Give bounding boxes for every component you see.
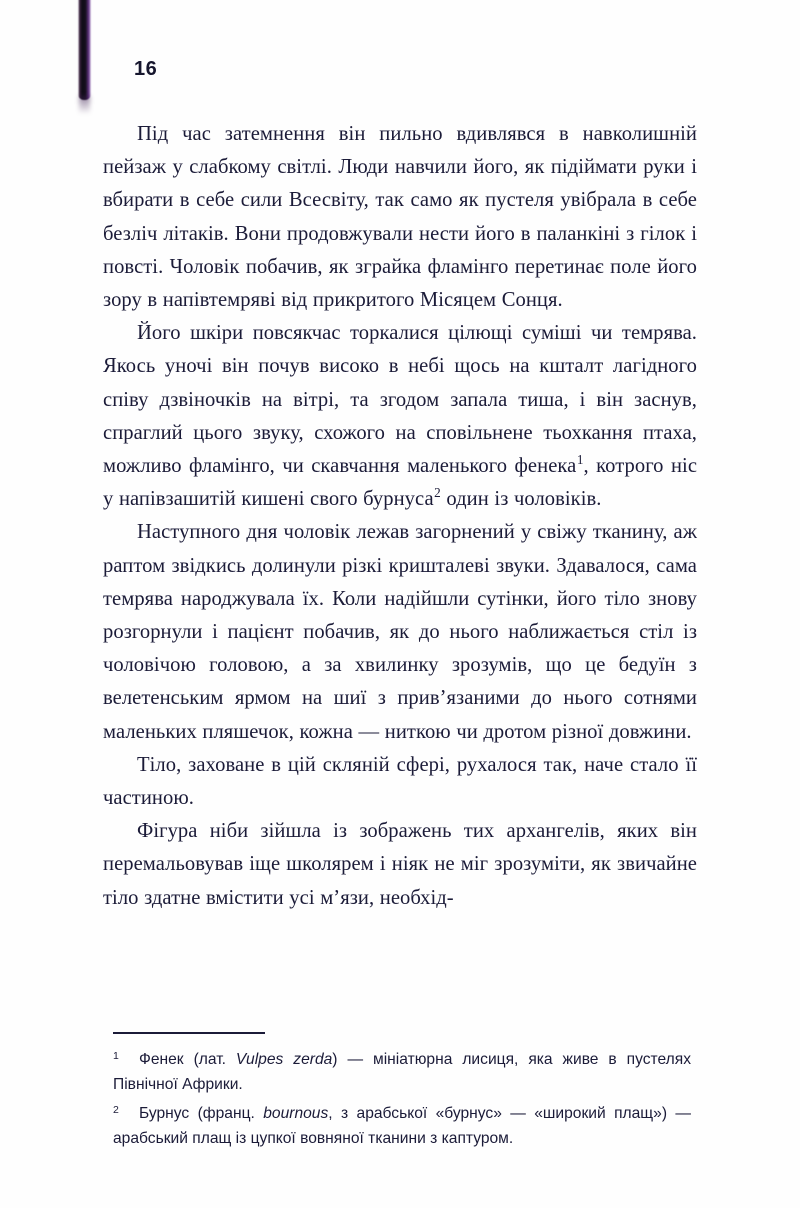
paragraph-3-text: Наступного дня чоловік лежав загорнений у свіжу тканину, аж раптом звідкись долинули різкі кришталеві звуки. Здавалося, сама темрява народжувала їх. Коли надійшли сутінки, його тіло знову розгорнули і пацієнт побачив, як до нього наближається стіл із чоловічою головою, а за хвилинку зрозумів, що це бедуїн з велетенським ярмом на шиї з прив’язаними до нього сотнями маленьких пляшечок, кожна — ниткою чи дротом різної довжини. (103, 521, 697, 743)
footnote-1-part-b: ) — мініатюрна лисиця, яка живе в пустелях Північної Африки. (113, 1051, 691, 1093)
footnote-marker-2[interactable]: 2 (434, 485, 441, 501)
paragraph-2 (103, 317, 697, 516)
footnote-item-2 (113, 1098, 691, 1151)
paragraph-1-text: Під час затемнення він пильно вдивлявся в навколишній пейзаж у слабкому світлі. Люди навчили його, як підіймати руки і вбирати в себе сили Всесвіту, так само як пустеля увібрала в себе безліч літаків. Вони продовжували нести його в паланкіні з гілок і повсті. Чоловік побачив, як зграйка фламінго перетинає поле його зору в напівтемряві від прикритого Місяцем Сонця. (103, 123, 697, 312)
paragraph-2-text-b: , котрого ніс у напівзашитій кишені свого бурнуса (103, 455, 698, 511)
footnote-number-2: 2 (113, 1104, 119, 1116)
footnote-separator-rule (113, 1032, 265, 1034)
footnote-2-french-term: bournous (263, 1105, 329, 1122)
footnotes-section (113, 1032, 691, 1152)
footnote-marker-1[interactable]: 1 (576, 452, 584, 468)
spine-smudge-mark (78, 0, 91, 100)
page-number: 16 (134, 58, 158, 80)
paragraph-2-text-c: один із чоловіків. (440, 488, 602, 511)
footnote-number-1: 1 (113, 1050, 119, 1062)
footnote-item-1 (113, 1044, 691, 1097)
body-text-block (103, 118, 697, 915)
paragraph-5 (103, 815, 697, 915)
footnote-1-part-a: Фенек (лат. (139, 1051, 236, 1068)
paragraph-3 (103, 516, 697, 748)
paragraph-4 (103, 749, 697, 815)
paragraph-1 (103, 118, 697, 317)
footnote-body-1 (113, 1051, 691, 1093)
paragraph-2-text-a: Його шкіри повсякчас торкалися цілющі суміші чи темрява. Якось уночі він почув високо в небі щось на кшталт лагідного співу дзвіночків на вітрі, та згодом запала тиша, і він заснув, спраглий цього звуку, схожого на сповільнене тьохкання птаха, можливо фламінго, чи скавчання маленького фенека (103, 322, 697, 478)
footnote-body-2 (113, 1105, 691, 1147)
footnote-1-latin-term: Vulpes zerda (235, 1051, 333, 1068)
footnote-2-part-b: , з арабської «бурнус» — «широкий плащ») — арабський плащ із цупкої вовняної тканини з каптуром. (113, 1105, 691, 1147)
paragraph-5-text: Фігура ніби зійшла із зображень тих архангелів, яких він перемальовував іще школярем і ніяк не міг зрозуміти, як звичайне тіло здатне вмістити усі м’язи, необхід- (103, 820, 697, 909)
paragraph-4-text: Тіло, заховане в цій скляній сфері, рухалося так, наче стало її частиною. (103, 753, 697, 810)
footnote-2-part-a: Бурнус (франц. (139, 1105, 264, 1122)
